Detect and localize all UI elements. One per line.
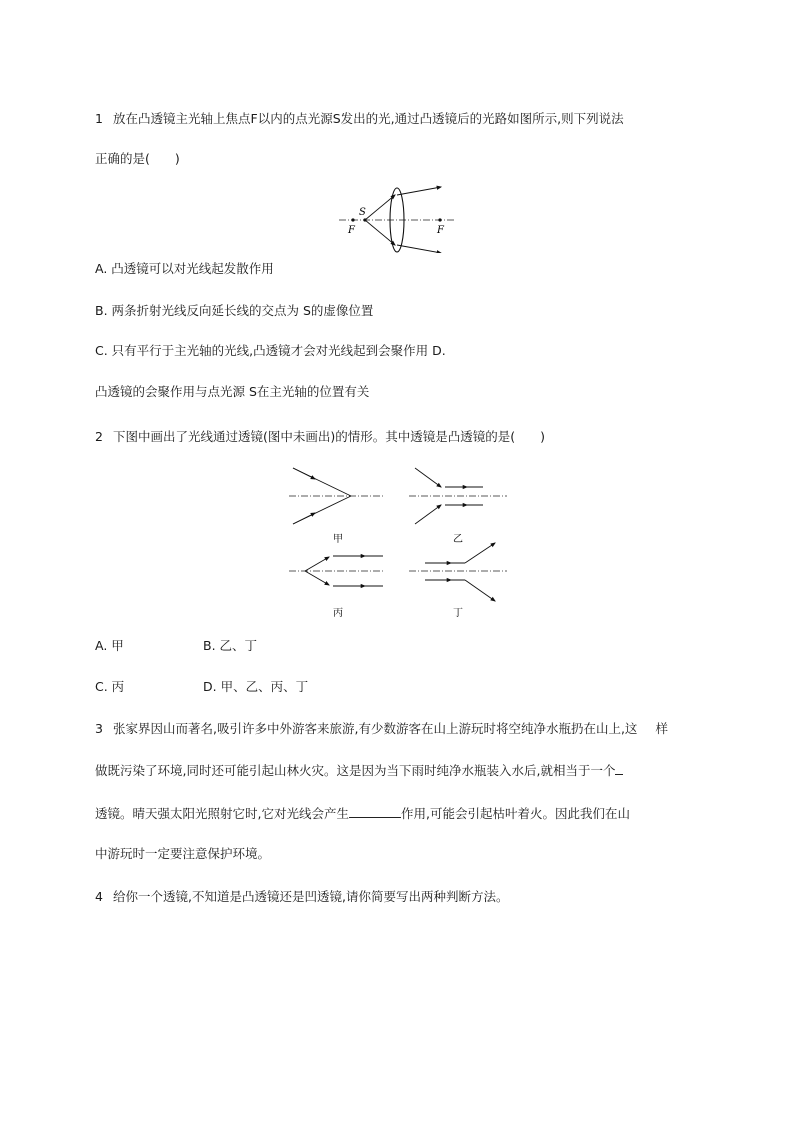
q3-line-4: 中游玩时一定要注意保护环境。 [95,846,271,861]
q3-line-1 [95,721,668,737]
q1-option-d: 凸透镜的会聚作用与点光源 S在主光轴的位置有关 [95,384,370,399]
q1-focus-right-dot [438,218,441,221]
q1-option-b: B. 两条折射光线反向延长线的交点为 S的虚像位置 [95,303,374,318]
q2-label-jia: 甲 [333,534,343,545]
q4-number: 4 [95,889,103,904]
q3-text-1-tail: 样 [655,721,668,736]
q4-text-1: 给你一个透镜,不知道是凸透镜还是凹透镜,请你简要写出两种判断方法。 [113,889,509,904]
q4-line-1 [95,889,508,905]
q2-number: 2 [95,429,103,444]
q2-light-ray-figure [285,460,515,620]
q3-line-3 [95,805,630,822]
q2-label-yi: 乙 [453,534,463,545]
q3-text-3a: 透镜。晴天强太阳光照射它时,它对光线会产生 [95,806,349,821]
q3-text-3b: 作用,可能会引起枯叶着火。因此我们在山 [400,806,630,821]
q1-ray-out-lower [397,245,441,253]
q2-diagram-yi [409,468,507,545]
q2-diagram-jia [289,468,385,545]
q2-option-b: B. 乙、丁 [203,638,258,653]
q2-options-row-2 [95,679,308,695]
q1-ray-out-upper [397,187,441,195]
q2-line-1 [95,429,545,445]
q1-label-f-right: F [437,225,444,236]
q2-option-a: A. 甲 [95,638,124,653]
q1-text-1: 放在凸透镜主光轴上焦点F以内的点光源S发出的光,通过凸透镜后的光路如图所示,则下列说法 [113,111,624,126]
q2-diagram-ding [409,543,507,619]
q2-option-c: C. 丙 [95,679,125,694]
q1-lens-figure [335,183,460,253]
q3-text-2: 做既污染了环境,同时还可能引起山林火灾。这是因为当下雨时纯净水瓶装入水后,就相当于一个 [95,763,616,778]
q1-number: 1 [95,111,103,126]
q1-option-a: A. 凸透镜可以对光线起发散作用 [95,261,274,276]
q1-line-2: 正确的是( ) [95,151,180,166]
q1-source-dot [363,218,366,221]
q1-focus-left-dot [351,218,354,221]
q3-line-2 [95,762,623,779]
q3-text-1: 张家界因山而著名,吸引许多中外游客来旅游,有少数游客在山上游玩时将空纯净水瓶扔在山上,这 [113,721,638,736]
q1-label-s: S [359,207,366,218]
q3-blank-2 [349,805,401,818]
q3-blank-1 [615,762,623,775]
q2-options-row-1 [95,638,257,654]
q3-number: 3 [95,721,103,736]
q1-option-c: C. 只有平行于主光轴的光线,凸透镜才会对光线起到会聚作用 D. [95,343,446,358]
q2-option-d: D. 甲、乙、丙、丁 [203,679,309,694]
q1-label-f-left: F [348,225,355,236]
q1-line-1 [95,111,624,127]
q2-diagram-bing [289,556,385,619]
q2-label-ding: 丁 [453,608,463,619]
q2-label-bing: 丙 [333,608,343,619]
q2-text-1: 下图中画出了光线通过透镜(图中未画出)的情形。其中透镜是凸透镜的是( ) [113,429,546,444]
